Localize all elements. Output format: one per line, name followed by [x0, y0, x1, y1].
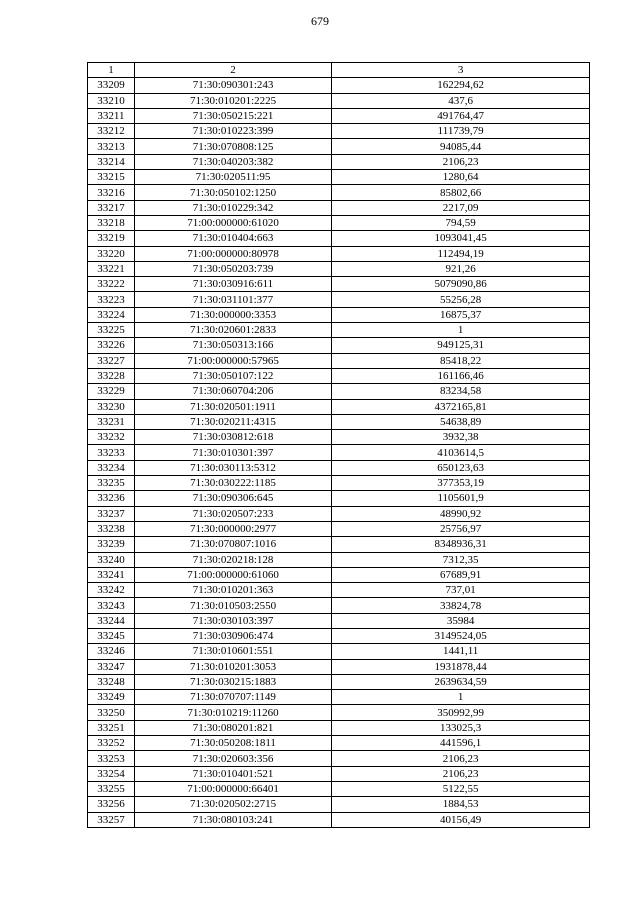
cadastral-number-cell: 71:30:060704:206 [134, 384, 331, 399]
cadastral-number-cell: 71:30:010503:2550 [134, 598, 331, 613]
value-cell: 133025,3 [332, 720, 590, 735]
row-number-cell: 33209 [88, 78, 135, 93]
table-row [88, 277, 590, 292]
row-number-cell: 33218 [88, 215, 135, 230]
value-cell: 85418,22 [332, 353, 590, 368]
value-cell: 112494,19 [332, 246, 590, 261]
table-row [88, 246, 590, 261]
table-row [88, 537, 590, 552]
table-row [88, 399, 590, 414]
table-row [88, 93, 590, 108]
cadastral-number-cell: 71:30:050107:122 [134, 368, 331, 383]
column-header: 1 [88, 63, 135, 78]
cadastral-number-cell: 71:30:010219:11260 [134, 705, 331, 720]
row-number-cell: 33215 [88, 170, 135, 185]
table-row [88, 690, 590, 705]
row-number-cell: 33217 [88, 200, 135, 215]
table-body [88, 78, 590, 828]
value-cell: 350992,99 [332, 705, 590, 720]
row-number-cell: 33247 [88, 659, 135, 674]
row-number-cell: 33227 [88, 353, 135, 368]
row-number-cell: 33229 [88, 384, 135, 399]
row-number-cell: 33214 [88, 154, 135, 169]
table-row [88, 476, 590, 491]
cadastral-number-cell: 71:00:000000:57965 [134, 353, 331, 368]
cadastral-number-cell: 71:30:030215:1883 [134, 674, 331, 689]
row-number-cell: 33216 [88, 185, 135, 200]
table-row [88, 139, 590, 154]
table-row [88, 705, 590, 720]
row-number-cell: 33220 [88, 246, 135, 261]
row-number-cell: 33222 [88, 277, 135, 292]
row-number-cell: 33248 [88, 674, 135, 689]
cadastral-number-cell: 71:30:020211:4315 [134, 414, 331, 429]
table-row [88, 720, 590, 735]
row-number-cell: 33219 [88, 231, 135, 246]
table-row [88, 659, 590, 674]
cadastral-number-cell: 71:30:050203:739 [134, 261, 331, 276]
value-cell: 1931878,44 [332, 659, 590, 674]
cadastral-number-cell: 71:30:010404:663 [134, 231, 331, 246]
table-row [88, 598, 590, 613]
table-row [88, 108, 590, 123]
table-row [88, 307, 590, 322]
row-number-cell: 33257 [88, 812, 135, 827]
row-number-cell: 33211 [88, 108, 135, 123]
cadastral-number-cell: 71:30:030113:5312 [134, 460, 331, 475]
column-header: 3 [332, 63, 590, 78]
row-number-cell: 33239 [88, 537, 135, 552]
value-cell: 441596,1 [332, 736, 590, 751]
value-cell: 2217,09 [332, 200, 590, 215]
value-cell: 437,6 [332, 93, 590, 108]
value-cell: 94085,44 [332, 139, 590, 154]
table-row [88, 338, 590, 353]
row-number-cell: 33238 [88, 521, 135, 536]
row-number-cell: 33221 [88, 261, 135, 276]
cadastral-number-cell: 71:30:020501:1911 [134, 399, 331, 414]
row-number-cell: 33225 [88, 323, 135, 338]
table-row [88, 170, 590, 185]
table-row [88, 491, 590, 506]
row-number-cell: 33250 [88, 705, 135, 720]
value-cell: 1 [332, 323, 590, 338]
table-row [88, 414, 590, 429]
table-row [88, 736, 590, 751]
value-cell: 949125,31 [332, 338, 590, 353]
value-cell: 67689,91 [332, 567, 590, 582]
cadastral-number-cell: 71:30:030103:397 [134, 613, 331, 628]
value-cell: 3149524,05 [332, 628, 590, 643]
row-number-cell: 33252 [88, 736, 135, 751]
value-cell: 55256,28 [332, 292, 590, 307]
cadastral-number-cell: 71:30:050313:166 [134, 338, 331, 353]
table-row [88, 445, 590, 460]
table-row [88, 552, 590, 567]
table-row [88, 323, 590, 338]
page-number: 679 [311, 14, 329, 28]
value-cell: 737,01 [332, 583, 590, 598]
row-number-cell: 33236 [88, 491, 135, 506]
cadastral-number-cell: 71:30:000000:2977 [134, 521, 331, 536]
column-header: 2 [134, 63, 331, 78]
value-cell: 1280,64 [332, 170, 590, 185]
cadastral-number-cell: 71:30:030906:474 [134, 628, 331, 643]
value-cell: 8348936,31 [332, 537, 590, 552]
cadastral-number-cell: 71:30:050208:1811 [134, 736, 331, 751]
table-row [88, 781, 590, 796]
row-number-cell: 33210 [88, 93, 135, 108]
cadastral-number-cell: 71:30:070808:125 [134, 139, 331, 154]
row-number-cell: 33254 [88, 766, 135, 781]
cadastral-number-cell: 71:30:010201:3053 [134, 659, 331, 674]
row-number-cell: 33213 [88, 139, 135, 154]
value-cell: 794,59 [332, 215, 590, 230]
row-number-cell: 33212 [88, 124, 135, 139]
cadastral-number-cell: 71:30:050102:1250 [134, 185, 331, 200]
cadastral-number-cell: 71:00:000000:61020 [134, 215, 331, 230]
row-number-cell: 33232 [88, 430, 135, 445]
value-cell: 4372165,81 [332, 399, 590, 414]
cadastral-number-cell: 71:30:010301:397 [134, 445, 331, 460]
value-cell: 161166,46 [332, 368, 590, 383]
cadastral-number-cell: 71:30:030222:1185 [134, 476, 331, 491]
table-row [88, 353, 590, 368]
row-number-cell: 33223 [88, 292, 135, 307]
row-number-cell: 33231 [88, 414, 135, 429]
table-row [88, 231, 590, 246]
row-number-cell: 33241 [88, 567, 135, 582]
value-cell: 2639634,59 [332, 674, 590, 689]
row-number-cell: 33233 [88, 445, 135, 460]
row-number-cell: 33253 [88, 751, 135, 766]
value-cell: 25756,97 [332, 521, 590, 536]
value-cell: 40156,49 [332, 812, 590, 827]
cadastral-number-cell: 71:30:020601:2833 [134, 323, 331, 338]
row-number-cell: 33230 [88, 399, 135, 414]
cadastral-number-cell: 71:30:050215:221 [134, 108, 331, 123]
table-row [88, 292, 590, 307]
cadastral-number-cell: 71:30:020218:128 [134, 552, 331, 567]
value-cell: 7312,35 [332, 552, 590, 567]
value-cell: 5122,55 [332, 781, 590, 796]
table-row [88, 215, 590, 230]
table-row [88, 78, 590, 93]
cadastral-number-cell: 71:30:090306:645 [134, 491, 331, 506]
cadastral-number-cell: 71:30:080103:241 [134, 812, 331, 827]
cadastral-number-cell: 71:30:080201:821 [134, 720, 331, 735]
table-header-row [88, 63, 590, 78]
row-number-cell: 33245 [88, 628, 135, 643]
cadastral-number-cell: 71:30:040203:382 [134, 154, 331, 169]
value-cell: 1093041,45 [332, 231, 590, 246]
row-number-cell: 33226 [88, 338, 135, 353]
cadastral-number-cell: 71:30:020502:2715 [134, 797, 331, 812]
table-row [88, 567, 590, 582]
table-row [88, 506, 590, 521]
cadastral-number-cell: 71:30:030812:618 [134, 430, 331, 445]
table-row [88, 384, 590, 399]
cadastral-number-cell: 71:30:020511:95 [134, 170, 331, 185]
cadastral-number-cell: 71:30:020507:233 [134, 506, 331, 521]
cadastral-number-cell: 71:30:020603:356 [134, 751, 331, 766]
row-number-cell: 33237 [88, 506, 135, 521]
row-number-cell: 33224 [88, 307, 135, 322]
value-cell: 1884,53 [332, 797, 590, 812]
row-number-cell: 33256 [88, 797, 135, 812]
row-number-cell: 33240 [88, 552, 135, 567]
row-number-cell: 33249 [88, 690, 135, 705]
value-cell: 5079090,86 [332, 277, 590, 292]
row-number-cell: 33255 [88, 781, 135, 796]
table-row [88, 797, 590, 812]
value-cell: 921,26 [332, 261, 590, 276]
cadastral-number-cell: 71:30:000000:3353 [134, 307, 331, 322]
cadastral-number-cell: 71:30:010229:342 [134, 200, 331, 215]
table-row [88, 628, 590, 643]
value-cell: 48990,92 [332, 506, 590, 521]
value-cell: 35984 [332, 613, 590, 628]
cadastral-number-cell: 71:30:010201:363 [134, 583, 331, 598]
value-cell: 33824,78 [332, 598, 590, 613]
table-row [88, 812, 590, 827]
table-row [88, 154, 590, 169]
cadastral-number-cell: 71:30:010601:551 [134, 644, 331, 659]
value-cell: 1105601,9 [332, 491, 590, 506]
table-row [88, 368, 590, 383]
table-row [88, 185, 590, 200]
value-cell: 111739,79 [332, 124, 590, 139]
row-number-cell: 33251 [88, 720, 135, 735]
cadastral-number-cell: 71:00:000000:61060 [134, 567, 331, 582]
value-cell: 85802,66 [332, 185, 590, 200]
table-row [88, 200, 590, 215]
value-cell: 54638,89 [332, 414, 590, 429]
row-number-cell: 33234 [88, 460, 135, 475]
data-table [87, 62, 590, 828]
cadastral-number-cell: 71:30:070707:1149 [134, 690, 331, 705]
row-number-cell: 33246 [88, 644, 135, 659]
value-cell: 2106,23 [332, 154, 590, 169]
value-cell: 650123,63 [332, 460, 590, 475]
table-row [88, 521, 590, 536]
table-row [88, 460, 590, 475]
row-number-cell: 33242 [88, 583, 135, 598]
value-cell: 4103614,5 [332, 445, 590, 460]
row-number-cell: 33235 [88, 476, 135, 491]
row-number-cell: 33244 [88, 613, 135, 628]
cadastral-number-cell: 71:30:090301:243 [134, 78, 331, 93]
table-row [88, 613, 590, 628]
value-cell: 377353,19 [332, 476, 590, 491]
table-row [88, 583, 590, 598]
table-row [88, 430, 590, 445]
value-cell: 2106,23 [332, 751, 590, 766]
cadastral-number-cell: 71:30:070807:1016 [134, 537, 331, 552]
table-row [88, 674, 590, 689]
cadastral-number-cell: 71:30:010223:399 [134, 124, 331, 139]
value-cell: 3932,38 [332, 430, 590, 445]
cadastral-number-cell: 71:00:000000:80978 [134, 246, 331, 261]
cadastral-number-cell: 71:30:031101:377 [134, 292, 331, 307]
value-cell: 491764,47 [332, 108, 590, 123]
value-cell: 1441,11 [332, 644, 590, 659]
cadastral-number-cell: 71:30:010401:521 [134, 766, 331, 781]
table-row [88, 124, 590, 139]
value-cell: 162294,62 [332, 78, 590, 93]
row-number-cell: 33243 [88, 598, 135, 613]
cadastral-number-cell: 71:00:000000:66401 [134, 781, 331, 796]
table-row [88, 261, 590, 276]
value-cell: 1 [332, 690, 590, 705]
cadastral-number-cell: 71:30:010201:2225 [134, 93, 331, 108]
value-cell: 2106,23 [332, 766, 590, 781]
table-row [88, 751, 590, 766]
row-number-cell: 33228 [88, 368, 135, 383]
table-row [88, 644, 590, 659]
value-cell: 16875,37 [332, 307, 590, 322]
value-cell: 83234,58 [332, 384, 590, 399]
table-row [88, 766, 590, 781]
cadastral-number-cell: 71:30:030916:611 [134, 277, 331, 292]
